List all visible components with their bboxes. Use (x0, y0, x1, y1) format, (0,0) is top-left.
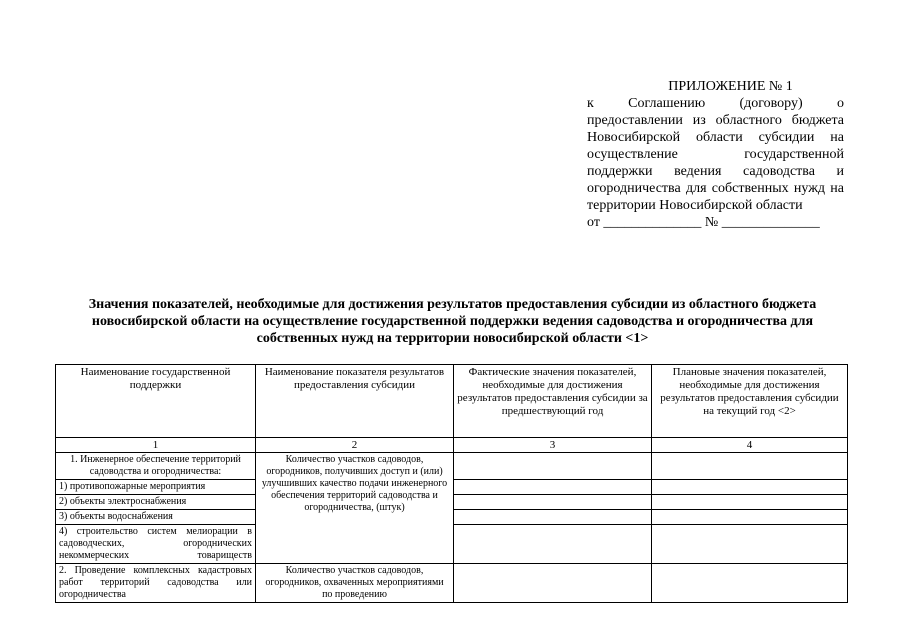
indicators-table (55, 364, 848, 603)
actual-value-cell (454, 480, 652, 495)
indicator-cadastral-works: Количество участков садоводов, огородников, охваченных мероприятиями по проведению (256, 564, 454, 603)
support-melioration: 4) строительство систем мелиорации в садоводческих, огороднических некоммерческих товариществ (56, 525, 256, 564)
appendix-sign-line: от ______________ № ______________ (587, 215, 820, 230)
planned-value-cell (652, 453, 848, 480)
actual-value-cell (454, 453, 652, 480)
indicator-engineering: Количество участков садоводов, огородников, получивших доступ и (или) улучшивших качество подачи инженерного обеспечения территорий садоводства и огородничества, (штук) (256, 453, 454, 564)
actual-value-cell (454, 525, 652, 564)
appendix-text: к Соглашению (договору) о предоставлении из областного бюджета Новосибирской области субсидии на осуществление государственной поддержки ведения садоводства и огородничества для собственных нужд на территории Новосибирской области (587, 96, 844, 213)
column-number: 2 (256, 438, 454, 453)
support-engineering: 1. Инженерное обеспечение территорий садоводства и огородничества: (56, 453, 256, 480)
planned-value-cell (652, 564, 848, 603)
appendix-block (587, 78, 844, 231)
table-row (56, 564, 848, 603)
header-actual-values: Фактические значения показателей, необходимые для достижения результатов предоставления субсидии за предшествующий год (454, 365, 652, 438)
header-indicator-name: Наименование показателя результатов предоставления субсидии (256, 365, 454, 438)
support-cadastral-works: 2. Проведение комплексных кадастровых работ территорий садоводства или огородничества (56, 564, 256, 603)
actual-value-cell (454, 510, 652, 525)
planned-value-cell (652, 525, 848, 564)
support-water-supply: 3) объекты водоснабжения (56, 510, 256, 525)
table-header-row (56, 365, 848, 438)
document-heading: Значения показателей, необходимые для достижения результатов предоставления субсидии из областного бюджета новосибирской области на осуществление государственной поддержки ведения садоводства и огородничества для собственных нужд на территории новосибирской области <1> (88, 297, 817, 346)
appendix-title: ПРИЛОЖЕНИЕ № 1 (668, 79, 793, 94)
table-row (56, 453, 848, 480)
planned-value-cell (652, 495, 848, 510)
planned-value-cell (652, 510, 848, 525)
header-support-name: Наименование государственной поддержки (56, 365, 256, 438)
column-number: 1 (56, 438, 256, 453)
header-planned-values: Плановые значения показателей, необходимые для достижения результатов предоставления субсидии на текущий год <2> (652, 365, 848, 438)
support-fire-safety: 1) противопожарные мероприятия (56, 480, 256, 495)
column-number-row (56, 438, 848, 453)
column-number: 4 (652, 438, 848, 453)
support-electricity: 2) объекты электроснабжения (56, 495, 256, 510)
planned-value-cell (652, 480, 848, 495)
column-number: 3 (454, 438, 652, 453)
actual-value-cell (454, 495, 652, 510)
actual-value-cell (454, 564, 652, 603)
